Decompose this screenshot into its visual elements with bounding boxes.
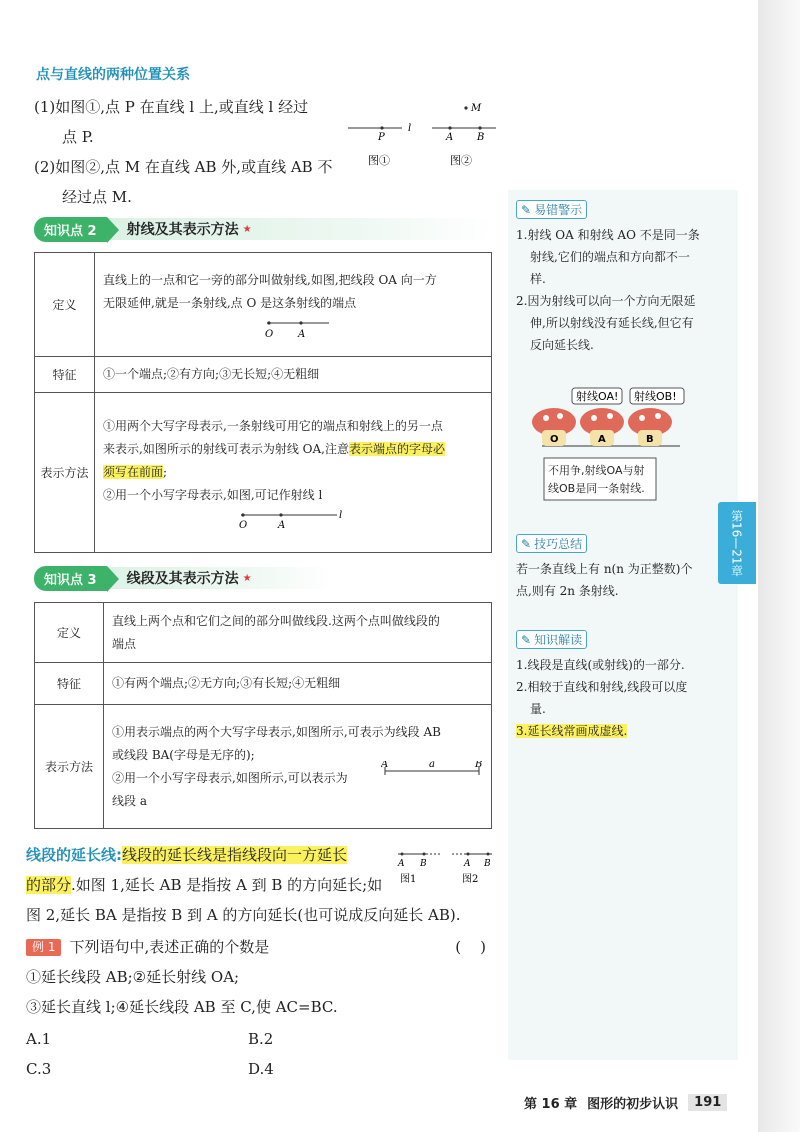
note-icon: ✎ <box>521 202 532 217</box>
mushroom-O-label: O <box>550 434 559 445</box>
highlight-text: 须写在前面 <box>103 464 164 479</box>
kp2-badge: 知识点 2 <box>34 217 107 242</box>
highlight-text: 3.延长线常画成虚线. <box>516 724 628 738</box>
example-line1: ①延长线段 AB;②延长射线 OA; <box>26 968 240 986</box>
chapter-tab: 第16—21章 <box>718 502 756 584</box>
option-d: D.4 <box>248 1060 274 1078</box>
ray-l-label-l: l <box>339 509 343 521</box>
section-title: 点与直线的两种位置关系 <box>36 67 190 83</box>
segment-label-B: B <box>475 761 483 770</box>
reading-list: 1.线段是直线(或射线)的一部分. 2.相较于直线和射线,线段可以度量. 3.延长线常画成虚线. <box>516 658 688 738</box>
example-badge: 例 1 <box>26 939 61 956</box>
note-icon: ✎ <box>521 632 532 647</box>
kp3-feat-label: 特征 <box>35 663 104 705</box>
cartoon-note: 不用争,射线OA与射线OB是同一条射线. <box>548 464 645 495</box>
extension-title: 线段的延长线: <box>26 846 122 864</box>
reading-tag: ✎ 知识解读 <box>516 630 587 649</box>
mushroom-B-label: B <box>646 434 654 445</box>
fig1-label-l: l <box>408 123 412 134</box>
extension-paragraph: 线段的延长线:线段的延长线是指线段向一方延长 的部分.如图 1,延长 AB 是指按 A 到 B 的方向延长;如 <box>26 846 383 894</box>
kp2-rep-label: 表示方法 <box>35 393 95 553</box>
warning-list: 1.射线 OA 和射线 AO 不是同一条射线,它们的端点和方向都不一样. 2.因为射线可以向一个方向无限延伸,所以射线没有延长线,但它有反向延长线. <box>516 228 700 352</box>
ray-label-A: A <box>298 328 306 340</box>
highlight-text: 线段的延长线是指线段向一方延长 <box>122 846 348 864</box>
option-a: A.1 <box>26 1030 52 1048</box>
kp3-rep-label: 表示方法 <box>35 705 104 829</box>
tip-tag: ✎ 技巧总结 <box>516 534 587 553</box>
star-icon: ★ <box>242 223 252 235</box>
fig1-caption: 图① <box>368 154 390 167</box>
fig1-label-P: P <box>378 132 385 143</box>
kp3-table <box>34 602 492 829</box>
footer-title: 图形的初步认识 <box>587 1096 679 1112</box>
page-footer <box>524 1090 744 1114</box>
tip-text: 若一条直线上有 n(n 为正整数)个点,则有 2n 条射线. <box>516 562 693 598</box>
fig2-label-A: A <box>446 132 454 143</box>
ext-fig2-B: B <box>484 859 491 869</box>
section1-item1: (1)如图①,点 P 在直线 l 上,或直线 l 经过 点 P. (2)如图②,点 M 在直线 AB 外,或直线 AB 不 经过点 M. <box>34 98 333 206</box>
page-edge <box>758 0 800 1132</box>
star-icon: ★ <box>242 572 252 584</box>
kp2-def-content: 直线上的一点和它一旁的部分叫做射线,如图,把线段 OA 向一方 无限延伸,就是一条射线,点 O 是这条射线的端点 O A <box>95 253 492 357</box>
fig2-caption: 图② <box>450 154 472 167</box>
segment-label-a: a <box>429 761 435 770</box>
kp2-title: 射线及其表示方法 <box>126 222 239 238</box>
highlight-text: 的部分 <box>26 876 72 894</box>
extension-line3: 图 2,延长 BA 是指按 B 到 A 的方向延长(也可说成反向延长 AB). <box>26 906 461 924</box>
fig2-label-M: M <box>471 103 482 114</box>
example-line2: ③延长直线 l;④延长线段 AB 至 C,使 AC=BC. <box>26 998 338 1016</box>
kp2-table <box>34 252 492 553</box>
ext-fig2-caption: 图2 <box>462 874 479 885</box>
kp3-rep-content: ①用表示端点的两个大写字母表示,如图所示,可表示为线段 AB 或线段 BA(字母是无序的); ②用一个小写字母表示,如图所示,可以表示为 线段 a A a B <box>104 705 492 829</box>
bubble-1: 射线OA! <box>576 390 619 403</box>
warning-tag: ✎ 易错警示 <box>516 200 587 219</box>
mushroom-A-label: A <box>598 434 606 445</box>
ray-label-O: O <box>265 328 274 340</box>
ray-oa-figure <box>103 315 483 341</box>
kp3-title: 线段及其表示方法 <box>126 571 239 587</box>
kp2-feat-content: ①一个端点;②有方向;③无长短;④无粗细 <box>95 357 492 393</box>
extension-figures <box>396 844 496 888</box>
kp3-header <box>34 565 252 591</box>
kp2-feat-label: 特征 <box>35 357 95 393</box>
ray-l-label-O: O <box>239 519 248 531</box>
kp3-feat-content: ①有两个端点;②无方向;③有长短;④无粗细 <box>104 663 492 705</box>
footer-chapter: 第 16 章 <box>524 1096 578 1112</box>
highlight-text: 表示端点的字母必 <box>348 441 445 456</box>
ext-fig1-caption: 图1 <box>400 874 417 885</box>
kp3-def-content: 直线上两个点和它们之间的部分叫做线段.这两个点叫做线段的 端点 <box>104 603 492 663</box>
kp2-header <box>34 216 252 242</box>
kp2-rep-content: ①用两个大写字母表示,一条射线可用它的端点和射线上的另一点 来表示,如图所示的射线可表示为射线 OA,注意表示端点的字母必 须写在前面; ②用一个小写字母表示,如图,可记作射线 l O A l <box>95 393 492 553</box>
ray-l-label-A: A <box>278 519 286 531</box>
segment-ab-figure <box>381 761 485 785</box>
fig2-label-B: B <box>477 132 485 143</box>
kp3-def-label: 定义 <box>35 603 104 663</box>
kp2-def-label: 定义 <box>35 253 95 357</box>
point-line-figures <box>340 96 500 176</box>
ext-fig1-A: A <box>398 859 405 869</box>
option-c: C.3 <box>26 1060 52 1078</box>
page-number: 191 <box>688 1094 727 1111</box>
bubble-2: 射线OB! <box>634 390 677 403</box>
example-question: 下列语句中,表述正确的个数是 <box>69 938 270 956</box>
ext-fig2-A: A <box>464 859 471 869</box>
ray-l-figure <box>103 507 483 531</box>
example-block <box>26 932 496 1084</box>
option-b: B.2 <box>248 1030 274 1048</box>
segment-label-A: A <box>381 761 389 770</box>
note-icon: ✎ <box>521 536 532 551</box>
answer-paren: ( ) <box>455 938 486 956</box>
ext-fig1-B: B <box>420 859 427 869</box>
kp3-badge: 知识点 3 <box>34 566 107 591</box>
